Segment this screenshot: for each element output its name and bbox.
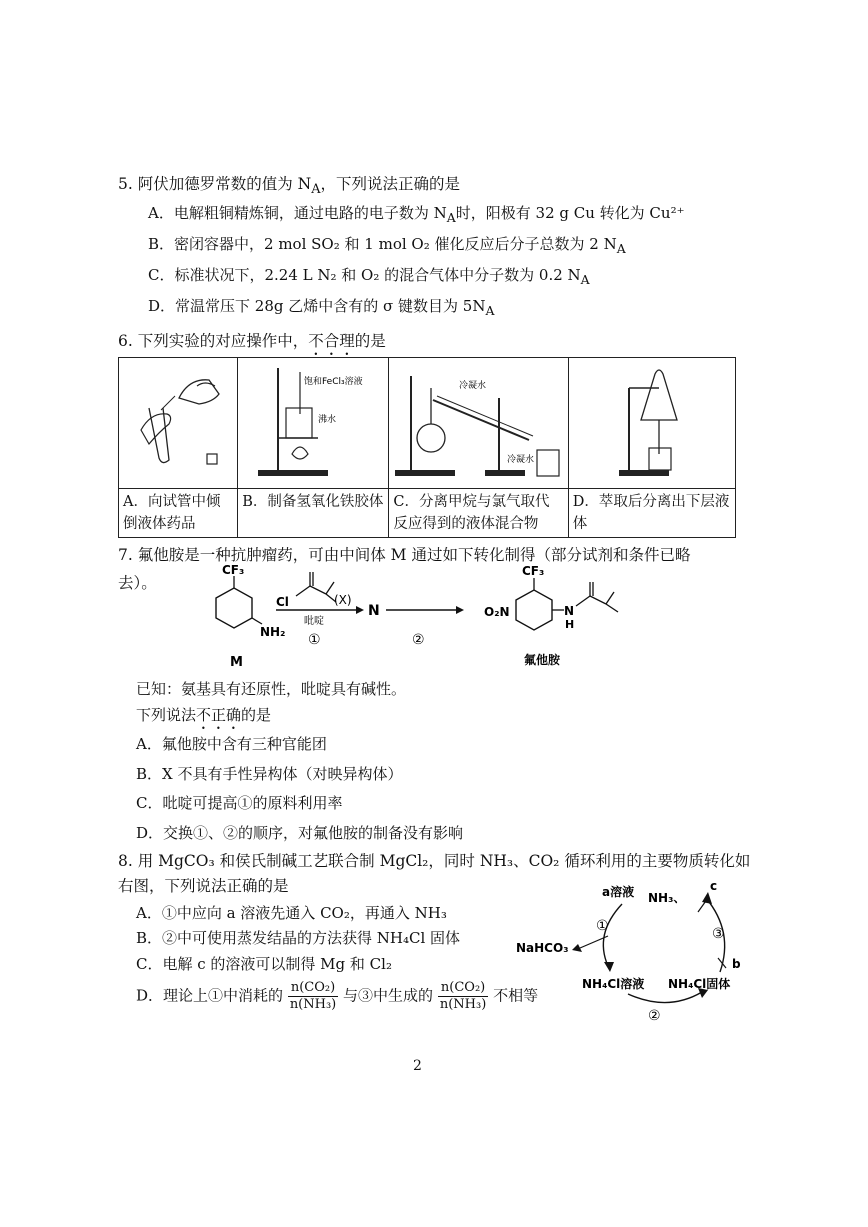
q8-cycle-diagram <box>512 876 772 1024</box>
q7-stem-line2: 去）。 <box>118 574 157 592</box>
q7-option-d: D．交换①、②的顺序，对氟他胺的制备没有影响 <box>136 824 464 842</box>
q8-stem-line1: 8. 用 MgCO₃ 和侯氏制碱工艺联合制 MgCl₂，同时 NH₃、CO₂ 循环利用的主要物质转化如 <box>118 852 751 870</box>
c-label-condenser-top: 冷凝水 <box>459 381 487 391</box>
cell-d-caption: D．萃取后分离出下层液体 <box>572 494 730 532</box>
cycle-step3: ③ <box>712 926 725 942</box>
q8-option-a: A．①中应向 a 溶液先通入 CO₂，再通入 NH₃ <box>136 904 447 922</box>
cell-b-image <box>238 358 389 489</box>
q7-reaction-scheme <box>186 560 646 672</box>
m-label: M <box>230 655 243 670</box>
cycle-c: c <box>710 879 718 893</box>
n-label: N <box>368 603 380 619</box>
cycle-nahco3: NaHCO₃ <box>516 941 569 955</box>
cycle-nh4cl-solution: NH₄Cl溶液 <box>582 977 645 991</box>
cell-c-caption: C．分离甲烷与氯气取代反应得到的液体混合物 <box>393 494 550 532</box>
cycle-a-solution: a溶液 <box>602 885 635 899</box>
product-label: 氟他胺 <box>524 653 561 667</box>
m-nh2-label: NH₂ <box>260 625 286 639</box>
step1-label: ① <box>308 632 321 648</box>
cycle-step2: ② <box>648 1008 661 1024</box>
q7-known: 已知：氨基具有还原性，吡啶具有碱性。 <box>136 680 407 698</box>
q6-stem: 6. 下列实验的对应操作中，不合理的是 <box>118 332 386 350</box>
frac-2: $\frac{\text{n(CO₂)}}{\text{n(NH₃)}}$ <box>439 980 487 1012</box>
q5-option-a: A．电解粗铜精炼铜，通过电路的电子数为 $N_A$时，阳极有 32 g Cu 转化为 Cu²⁺ <box>148 204 685 225</box>
q6-experiment-table <box>118 357 736 538</box>
solvent-label: 吡啶 <box>304 616 324 627</box>
cycle-step1: ① <box>596 918 609 934</box>
cell-a-caption: A．向试管中倾倒液体药品 <box>123 494 221 532</box>
q7-stem-line1: 7. 氟他胺是一种抗肿瘤药，可由中间体 M 通过如下转化制得（部分试剂和条件已略 <box>118 546 691 564</box>
q7-option-c: C．吡啶可提高①的原料利用率 <box>136 794 343 812</box>
pouring-liquid-illustration <box>119 358 235 484</box>
product-cf3-label: CF₃ <box>522 564 545 578</box>
product-n-label: N <box>564 604 575 618</box>
q5-stem: 5. 阿伏加德罗常数的值为 $N_A$，下列说法正确的是 <box>118 175 461 198</box>
cell-b-caption: B．制备氢氧化铁胶体 <box>242 494 384 510</box>
cell-c-image <box>389 358 568 489</box>
q8-stem-line2: 右图，下列说法正确的是 <box>118 877 289 895</box>
product-h-label: H <box>565 618 575 631</box>
colloid-setup-illustration <box>238 358 386 484</box>
cycle-nh3: NH₃、 <box>648 891 686 905</box>
cell-d-image <box>568 358 735 489</box>
b-label-water: 沸水 <box>318 415 337 425</box>
q5-option-d: D．常温常压下 28g 乙烯中含有的 σ 键数目为 $5N_A$ <box>148 297 495 318</box>
product-o2n-label: O₂N <box>484 605 510 619</box>
separatory-funnel-illustration <box>569 358 733 484</box>
q8-option-c: C．电解 c 的溶液可以制得 Mg 和 Cl₂ <box>136 955 392 973</box>
cycle-nh4cl-solid: NH₄Cl固体 <box>668 977 731 991</box>
m-cf3-label: CF₃ <box>222 563 245 577</box>
q7-ask: 下列说法不正确的是 <box>136 706 272 724</box>
step2-label: ② <box>412 632 425 648</box>
q8-option-b: B．②中可使用蒸发结晶的方法获得 NH₄Cl 固体 <box>136 929 461 947</box>
x-label: (X) <box>334 593 352 607</box>
page-number: 2 <box>413 1058 422 1074</box>
x-cl-label: Cl <box>276 595 289 609</box>
q8-option-d: D．理论上①中消耗的 $\frac{\text{n(CO₂)}}{\text{n(NH₃)}}$ 与③中生成的 $\frac{\text{n(CO₂)}}{\text{n(NH₃)}}$ 不相等 <box>136 980 539 1012</box>
q5-option-b: B．密闭容器中，2 mol SO₂ 和 1 mol O₂ 催化反应后分子总数为 2 $N_A$ <box>148 235 626 256</box>
cycle-b: b <box>732 957 741 971</box>
cell-a-image <box>119 358 238 489</box>
q7-option-b: B．X 不具有手性异构体（对映异构体） <box>136 765 403 783</box>
frac-1: $\frac{\text{n(CO₂)}}{\text{n(NH₃)}}$ <box>289 980 337 1012</box>
c-label-condenser-bottom: 冷凝水 <box>507 455 535 465</box>
q5-option-c: C．标准状况下，2.24 L N₂ 和 O₂ 的混合气体中分子数为 0.2 $N_A$ <box>148 266 590 287</box>
distillation-illustration <box>389 358 565 484</box>
b-label-fecl3: 饱和FeCl₃溶液 <box>304 377 363 387</box>
q7-option-a: A．氟他胺中含有三种官能团 <box>136 735 327 753</box>
